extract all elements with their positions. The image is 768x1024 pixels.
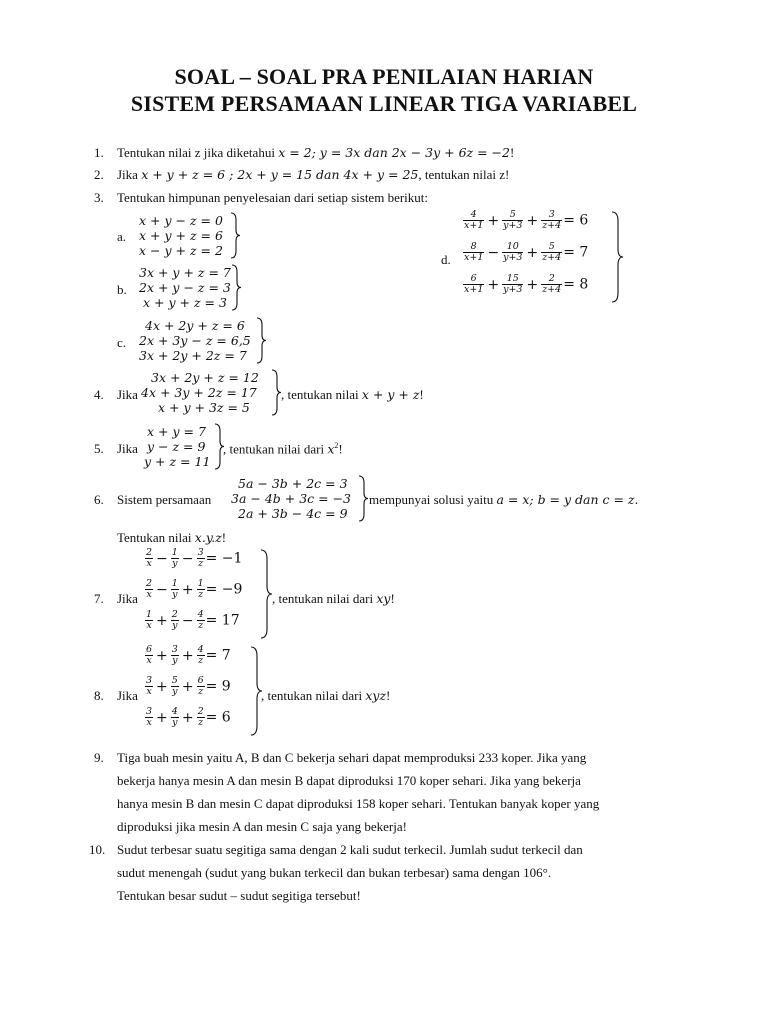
q8-r3-frac-2: $\frac{4}{y}$ xyxy=(171,706,178,728)
q3c-eq-3: 3x + 2y + 2z = 7 xyxy=(139,348,247,363)
q8-tail xyxy=(261,688,390,704)
q6-follow-math: x.y.z xyxy=(194,530,222,545)
q5-eq-3: y + z = 11 xyxy=(144,454,211,469)
q7-number: 7. xyxy=(94,591,104,606)
q1-line xyxy=(117,145,514,161)
q7-r1-frac-1: $\frac{2}{x}$ xyxy=(146,547,153,569)
q8-r1-frac-3: $\frac{4}{z}$ xyxy=(197,644,204,666)
q8-r1-rhs: = 7 xyxy=(205,647,231,664)
q4-eq-3: x + y + 3z = 5 xyxy=(158,400,250,415)
q5-eq-1: x + y = 7 xyxy=(147,424,206,439)
q3c-brace xyxy=(255,317,267,364)
q1-end: ! xyxy=(509,145,515,160)
q4-post: , tentukan nilai xyxy=(281,387,359,402)
q8-r2-frac-2: $\frac{5}{y}$ xyxy=(171,675,178,697)
q5-eq-2: y − z = 9 xyxy=(147,439,206,454)
q8-post: , tentukan nilai dari xyxy=(261,688,363,703)
q2-post: , tentukan nilai z! xyxy=(418,167,510,182)
q7-r1-frac-2: $\frac{1}{y}$ xyxy=(171,547,178,569)
q10-line-3: Tentukan besar sudut – sudut segitiga tersebut! xyxy=(117,888,361,903)
q7-r1-frac-3: $\frac{3}{z}$ xyxy=(197,547,204,569)
q7-r2-frac-2: $\frac{1}{y}$ xyxy=(171,578,178,600)
q7-brace xyxy=(259,549,273,639)
q6-eq-2: 3a − 4b + 3c = −3 xyxy=(231,491,352,506)
q9-line-4: diproduksi jika mesin A dan mesin C saja yang bekerja! xyxy=(117,819,407,834)
q8-r1-frac-1: $\frac{6}{x}$ xyxy=(146,644,153,666)
q2-number: 2. xyxy=(94,167,104,182)
q6-follow-text: Tentukan nilai xyxy=(117,530,192,545)
q9-number: 9. xyxy=(94,750,104,765)
q7-row-2: $\frac{2}{x}$ − $\frac{1}{y}$ + $\frac{1}{z}$ = −9 xyxy=(146,578,243,600)
q7-r3-frac-2: $\frac{2}{y}$ xyxy=(171,609,178,631)
q3b-eq-1: 3x + y + z = 7 xyxy=(139,265,231,280)
q6-tail xyxy=(369,492,639,508)
q8-system xyxy=(144,645,231,738)
q3a-eq-3: x − y + z = 2 xyxy=(139,243,223,258)
q7-r2-frac-1: $\frac{2}{x}$ xyxy=(146,578,153,600)
q2-line xyxy=(117,167,509,183)
q3d-r2-frac-3: $\frac{5}{z+4}$ xyxy=(542,241,562,263)
q3d-r1-rhs: = 6 xyxy=(563,212,589,229)
q9-line-3: hanya mesin B dan mesin C dapat diproduksi 158 koper sehari. Tentukan banyak koper yang xyxy=(117,796,600,811)
q9-line-1: Tiga buah mesin yaitu A, B dan C bekerja sehari dapat memproduksi 233 koper. Jika yang xyxy=(117,750,587,765)
q7-post: , tentukan nilai dari xyxy=(272,591,374,606)
q8-number: 8. xyxy=(94,688,104,703)
q5-number: 5. xyxy=(94,441,104,456)
q10-line-1: Sudut terbesar suatu segitiga sama dengan 2 kali sudut terkecil. Jumlah sudut terkecil dan xyxy=(117,842,583,857)
q5-post: , tentukan nilai dari xyxy=(223,441,325,457)
q3b-system xyxy=(139,265,231,310)
q8-r3-frac-1: $\frac{3}{x}$ xyxy=(146,706,153,728)
q6-post: mempunyai solusi yaitu xyxy=(369,492,494,507)
q3a-eq-1: x + y − z = 0 xyxy=(139,213,223,228)
q3b-eq-2: 2x + y − z = 3 xyxy=(139,280,231,295)
q7-r1-rhs: = −1 xyxy=(205,550,243,567)
q7-math: xy xyxy=(376,591,391,606)
q6-end: ! xyxy=(221,530,227,545)
q4-end: ! xyxy=(419,387,424,402)
q5-tail xyxy=(223,441,343,457)
q3d-row-3: $\frac{6}{x+1}$ + $\frac{15}{y+3}$ + $\frac{2}{z+4}$ = 8 xyxy=(464,273,589,295)
q5-end: ! xyxy=(338,441,343,457)
q7-r2-frac-3: $\frac{1}{z}$ xyxy=(197,578,204,600)
q3d-label: d. xyxy=(441,252,451,267)
q4-system xyxy=(141,370,259,415)
q7-row-1: $\frac{2}{x}$ − $\frac{1}{y}$ − $\frac{3}{z}$ = −1 xyxy=(146,547,243,569)
q8-row-3: $\frac{3}{x}$ + $\frac{4}{y}$ + $\frac{2}{z}$ = 6 xyxy=(146,706,231,728)
q3d-row-2: $\frac{8}{x+1}$ − $\frac{10}{y+3}$ + $\frac{5}{z+4}$ = 7 xyxy=(464,241,589,263)
q3d-r2-rhs: = 7 xyxy=(563,244,589,261)
q8-pre: Jika xyxy=(117,688,138,703)
q10-number: 10. xyxy=(89,842,106,857)
q8-r3-rhs: = 6 xyxy=(205,709,231,726)
q4-eq-1: 3x + 2y + z = 12 xyxy=(151,370,259,385)
q8-row-1: $\frac{6}{x}$ + $\frac{3}{y}$ + $\frac{4}{z}$ = 7 xyxy=(146,644,231,666)
q5-pre: Jika xyxy=(117,441,138,456)
q10-line-2: sudut menengah (sudut yang bukan terkecil dan bukan terbesar) sama dengan 106°. xyxy=(117,865,552,880)
q3d-r2-frac-1: $\frac{8}{x+1}$ xyxy=(464,241,484,263)
title-line-1: SOAL – SOAL PRA PENILAIAN HARIAN xyxy=(174,64,594,89)
q4-tail xyxy=(281,387,424,403)
q3d-brace xyxy=(610,211,624,303)
q3-text: Tentukan himpunan penyelesaian dari setiap sistem berikut: xyxy=(117,190,429,205)
q7-system xyxy=(144,548,242,641)
q1-math: x = 2; y = 3x dan 2x − 3y + 6z = −2 xyxy=(278,145,510,160)
q7-row-3: $\frac{1}{x}$ + $\frac{2}{y}$ − $\frac{4}{z}$ = 17 xyxy=(146,609,240,631)
q7-r3-frac-1: $\frac{1}{x}$ xyxy=(146,609,153,631)
q3a-label: a. xyxy=(117,229,127,244)
q2-math: x + y + z = 6 ; 2x + y = 15 dan 4x + y = 25 xyxy=(141,167,419,182)
q5-math: x xyxy=(327,441,335,457)
q6-system xyxy=(231,476,351,521)
q6-brace xyxy=(357,475,369,522)
q4-pre: Jika xyxy=(117,387,138,402)
q8-r2-rhs: = 9 xyxy=(205,678,231,695)
q3c-system xyxy=(139,318,251,363)
q4-number: 4. xyxy=(94,387,104,402)
q7-r3-rhs: = 17 xyxy=(205,612,240,629)
q3c-eq-1: 4x + 2y + z = 6 xyxy=(145,318,245,333)
q3d-row-1: $\frac{4}{x+1}$ + $\frac{5}{y+3}$ + $\frac{3}{z+4}$ = 6 xyxy=(464,209,589,231)
q3d-r1-frac-1: $\frac{4}{x+1}$ xyxy=(464,209,484,231)
q3d-r3-rhs: = 8 xyxy=(563,276,589,293)
q1-text: Tentukan nilai z jika diketahui xyxy=(117,145,275,160)
q3a-brace xyxy=(229,212,241,259)
q3d-system xyxy=(462,210,588,306)
q6-math: a = x; b = y dan c = z. xyxy=(496,492,639,507)
title-line-2: SISTEM PERSAMAAN LINEAR TIGA VARIABEL xyxy=(130,91,638,116)
q7-end: ! xyxy=(390,591,395,606)
q6-eq-1: 5a − 3b + 2c = 3 xyxy=(238,476,348,491)
q8-r2-frac-1: $\frac{3}{x}$ xyxy=(146,675,153,697)
q3d-r1-frac-3: $\frac{3}{z+4}$ xyxy=(542,209,562,231)
q8-r1-frac-2: $\frac{3}{y}$ xyxy=(171,644,178,666)
q8-math: xyz xyxy=(365,688,387,703)
q5-sup: 2 xyxy=(334,441,339,450)
q4-eq-2: 4x + 3y + 2z = 17 xyxy=(141,385,257,400)
q3a-system xyxy=(139,213,223,258)
q7-r3-frac-3: $\frac{4}{z}$ xyxy=(197,609,204,631)
q5-system xyxy=(144,424,210,469)
q3b-label: b. xyxy=(117,282,127,297)
q3d-r1-frac-2: $\frac{5}{y+3}$ xyxy=(503,209,523,231)
q7-tail xyxy=(272,591,395,607)
q3d-r2-frac-2: $\frac{10}{y+3}$ xyxy=(503,241,523,263)
q3b-eq-3: x + y + z = 3 xyxy=(143,295,227,310)
q2-pre: Jika xyxy=(117,167,138,182)
q3-number: 3. xyxy=(94,190,104,205)
q3d-r3-frac-2: $\frac{15}{y+3}$ xyxy=(503,273,523,295)
q3a-eq-2: x + y + z = 6 xyxy=(139,228,223,243)
q8-end: ! xyxy=(386,688,391,703)
q3c-label: c. xyxy=(117,335,127,350)
q3d-r3-frac-3: $\frac{2}{z+4}$ xyxy=(542,273,562,295)
q3d-r3-frac-1: $\frac{6}{x+1}$ xyxy=(464,273,484,295)
q1-number: 1. xyxy=(94,145,104,160)
q6-pre: Sistem persamaan xyxy=(117,492,212,507)
q4-math: x + y + z xyxy=(361,387,420,402)
q6-eq-3: 2a + 3b − 4c = 9 xyxy=(238,506,348,521)
q8-r3-frac-3: $\frac{2}{z}$ xyxy=(197,706,204,728)
q8-row-2: $\frac{3}{x}$ + $\frac{5}{y}$ + $\frac{6}{z}$ = 9 xyxy=(146,675,231,697)
q7-pre: Jika xyxy=(117,591,138,606)
q6-follow xyxy=(117,530,226,546)
q3b-brace xyxy=(230,264,242,311)
q3c-eq-2: 2x + 3y − z = 6,5 xyxy=(139,333,251,348)
q7-r2-rhs: = −9 xyxy=(205,581,243,598)
q8-r2-frac-3: $\frac{6}{z}$ xyxy=(197,675,204,697)
q9-line-2: bekerja hanya mesin A dan mesin B dapat diproduksi 170 koper sehari. Jika yang bekerja xyxy=(117,773,581,788)
q6-number: 6. xyxy=(94,492,104,507)
